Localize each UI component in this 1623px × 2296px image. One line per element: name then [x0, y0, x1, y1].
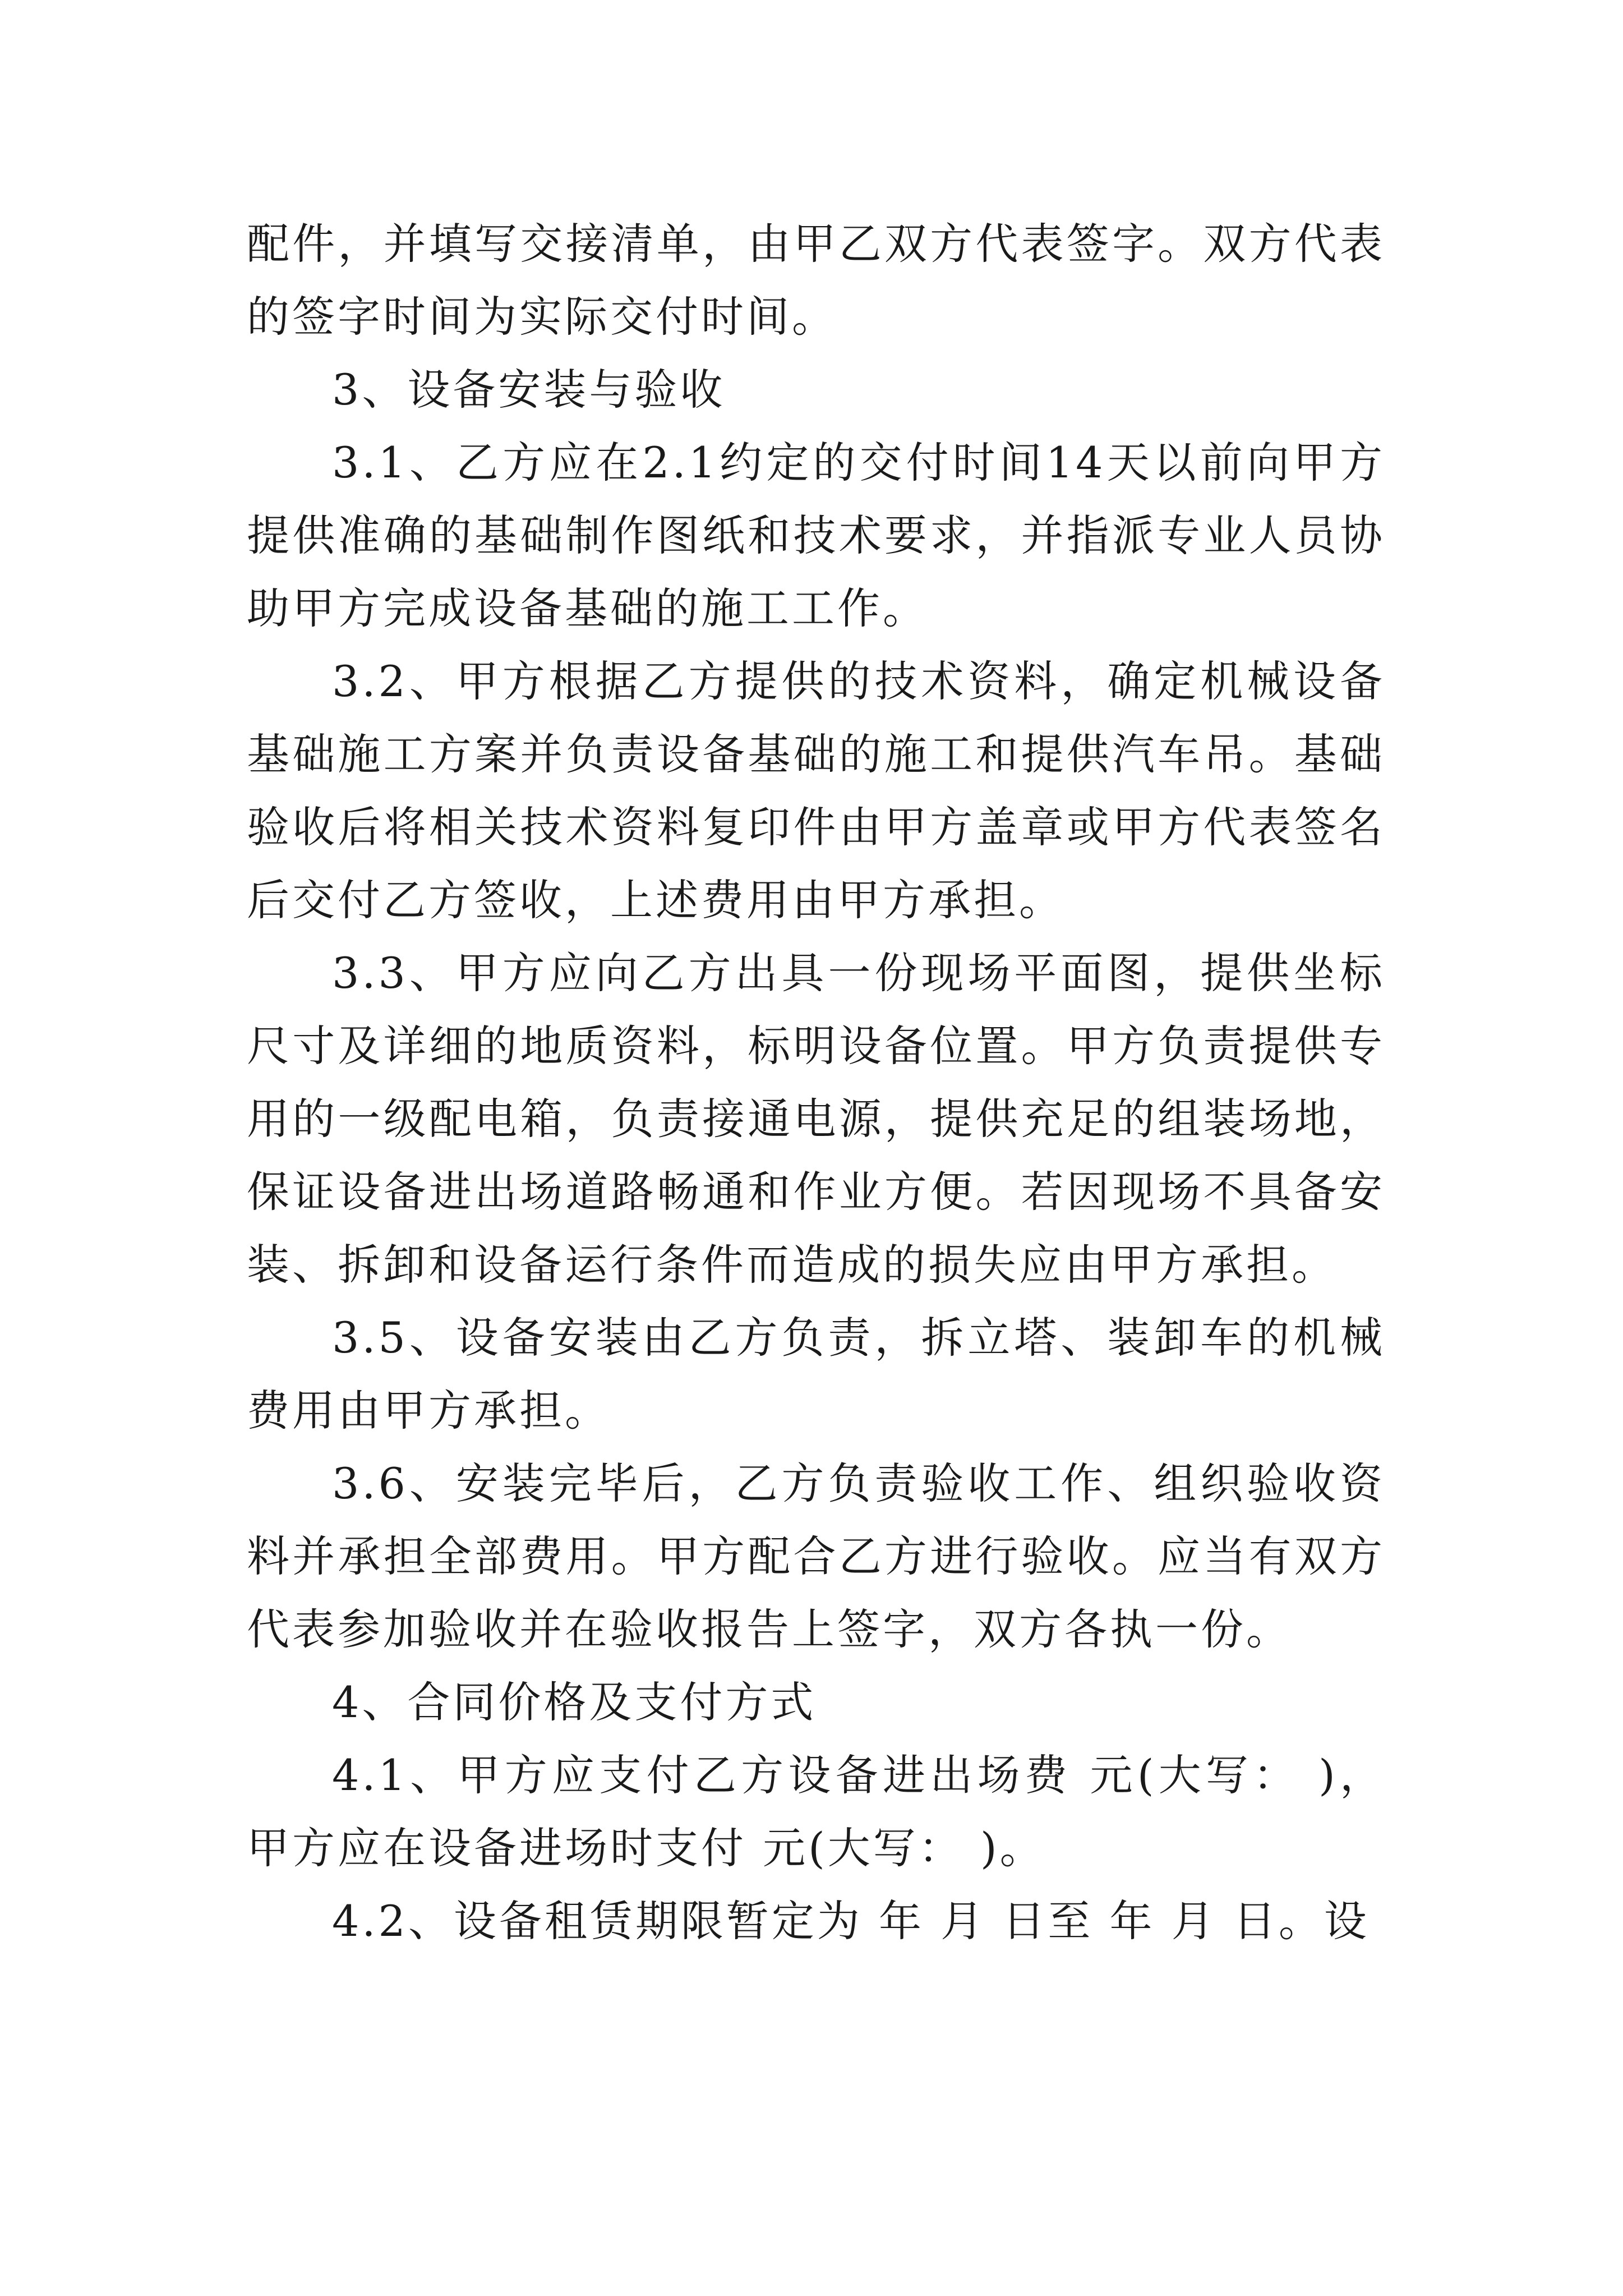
paragraph-continuation: 配件，并填写交接清单，由甲乙双方代表签字。双方代表的签字时间为实际交付时间。 [247, 219, 1385, 342]
clause-3-5: 3.5、设备安装由乙方负责，拆立塔、装卸车的机械费用由甲方承担。 [247, 1313, 1385, 1435]
section-heading-payment: 4、合同价格及支付方式 [332, 1677, 817, 1727]
clause-3-6: 3.6、安装完毕后，乙方负责验收工作、组织验收资料并承担全部费用。甲方配合乙方进行验收。应当有双方代表参加验收并在验收报告上签字，双方各执一份。 [247, 1458, 1385, 1654]
document-body [247, 208, 1385, 1958]
clause-3-2: 3.2、甲方根据乙方提供的技术资料，确定机械设备基础施工方案并负责设备基础的施工和提供汽车吊。基础验收后将相关技术资料复印件由甲方盖章或甲方代表签名后交付乙方签收，上述费用由甲方承担。 [247, 656, 1385, 925]
clause-4-2: 4.2、设备租赁期限暂定为 年 月 日至 年 月 日。设 [332, 1896, 1370, 1946]
section-heading-installation: 3、设备安装与验收 [332, 365, 726, 415]
clause-3-3: 3.3、甲方应向乙方出具一份现场平面图，提供坐标尺寸及详细的地质资料，标明设备位置。甲方负责提供专用的一级配电箱，负责接通电源，提供充足的组装场地，保证设备进出场道路畅通和作业方便。若因现场不具备安装、拆卸和设备运行条件而造成的损失应由甲方承担。 [247, 948, 1385, 1290]
clause-3-1: 3.1、乙方应在2.1约定的交付时间14天以前向甲方提供准确的基础制作图纸和技术要求，并指派专业人员协助甲方完成设备基础的施工工作。 [247, 438, 1385, 633]
clause-4-1: 4.1、甲方应支付乙方设备进出场费 元(大写： )，甲方应在设备进场时支付 元(大写： )。 [247, 1750, 1385, 1873]
